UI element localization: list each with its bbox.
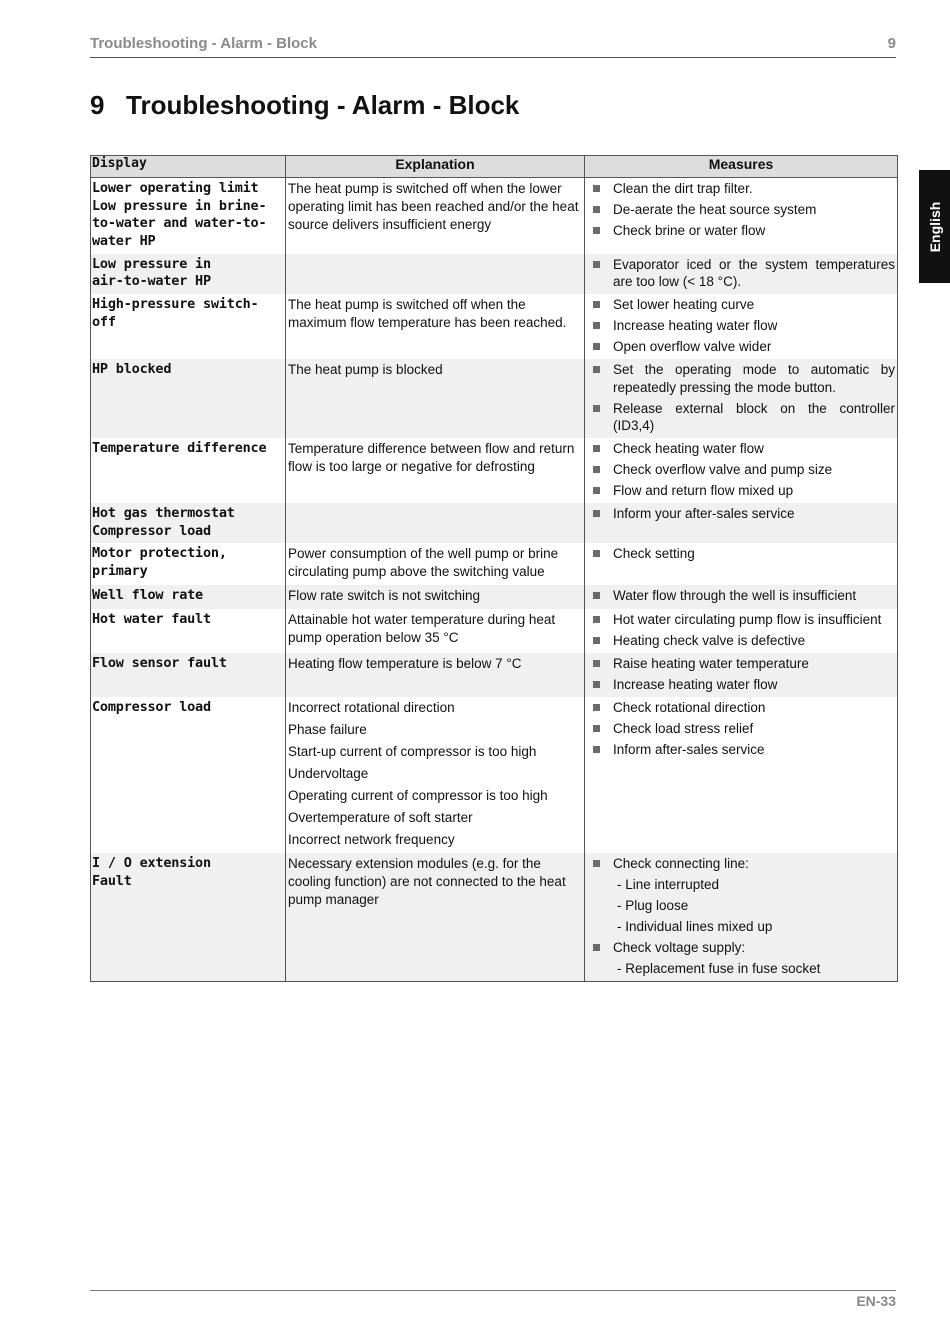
display-cell <box>91 438 286 503</box>
explanation-cell <box>286 653 585 697</box>
measure-subitem <box>591 897 895 915</box>
measures-cell <box>585 609 898 653</box>
measures-cell <box>585 359 898 438</box>
measure-text: Check overflow valve and pump size <box>613 462 833 477</box>
explanation-text: Temperature difference between flow and return flow is too large or negative for defrosting <box>288 441 575 474</box>
display-cell <box>91 359 286 438</box>
measure-text: Check heating water flow <box>613 441 764 456</box>
measure-item <box>591 611 895 629</box>
square-bullet-icon <box>593 681 600 688</box>
measures-cell <box>585 178 898 254</box>
square-bullet-icon <box>593 487 600 494</box>
display-text-line: Low pressure in brine- <box>92 197 267 214</box>
explanation-text: Overtemperature of soft starter <box>288 810 473 825</box>
display-text-line: Compressor load <box>92 699 211 715</box>
measure-text: Increase heating water flow <box>613 318 778 333</box>
square-bullet-icon <box>593 510 600 517</box>
display-text-line: Hot gas thermostat <box>92 505 235 521</box>
chapter-title <box>90 90 519 121</box>
display-cell <box>91 178 286 254</box>
square-bullet-icon <box>593 261 600 268</box>
measures-cell <box>585 543 898 585</box>
explanation-text: Incorrect network frequency <box>288 832 455 847</box>
chapter-number: 9 <box>90 90 105 120</box>
table-row <box>91 294 898 359</box>
square-bullet-icon <box>593 592 600 599</box>
square-bullet-icon <box>593 550 600 557</box>
measure-subitem <box>591 918 895 936</box>
measure-item <box>591 400 895 435</box>
measures-cell <box>585 853 898 982</box>
table-row <box>91 503 898 543</box>
table-row <box>91 609 898 653</box>
table-row <box>91 585 898 609</box>
explanation-cell <box>286 359 585 438</box>
explanation-text: Operating current of compressor is too high <box>288 788 548 803</box>
display-text-line: Flow sensor fault <box>92 655 227 671</box>
explanation-text: Incorrect rotational direction <box>288 700 455 715</box>
language-tab-label: English <box>926 201 943 252</box>
measure-text: Check rotational direction <box>613 700 766 715</box>
running-header-page-number: 9 <box>887 35 896 52</box>
explanation-text: Power consumption of the well pump or brine circulating pump above the switching value <box>288 546 559 579</box>
square-bullet-icon <box>593 466 600 473</box>
display-text-line: air-to-water HP <box>92 273 211 289</box>
measure-text: Clean the dirt trap filter. <box>613 181 753 196</box>
explanation-cell <box>286 543 585 585</box>
measure-text: Release external block on the controller (ID3,4) <box>613 400 895 433</box>
square-bullet-icon <box>593 185 600 192</box>
measure-item <box>591 222 895 240</box>
table-row <box>91 697 898 853</box>
explanation-cell <box>286 609 585 653</box>
measure-text: - Plug loose <box>617 898 689 913</box>
measures-cell <box>585 294 898 359</box>
measure-text: Inform after-sales service <box>613 742 765 757</box>
measure-subitem <box>591 876 895 894</box>
language-tab <box>919 170 950 283</box>
measures-cell <box>585 697 898 853</box>
measure-text: Evaporator iced or the system temperatures are too low (< 18 °C). <box>613 256 895 289</box>
display-cell <box>91 609 286 653</box>
display-cell <box>91 543 286 585</box>
measure-text: Raise heating water temperature <box>613 656 809 671</box>
measures-cell <box>585 503 898 543</box>
troubleshooting-table <box>90 155 898 982</box>
explanation-cell <box>286 178 585 254</box>
measure-text: Check setting <box>613 546 695 561</box>
square-bullet-icon <box>593 206 600 213</box>
display-cell <box>91 294 286 359</box>
running-header-title: Troubleshooting - Alarm - Block <box>90 35 317 52</box>
square-bullet-icon <box>593 725 600 732</box>
measure-item <box>591 855 895 873</box>
measure-item <box>591 180 895 198</box>
measure-item <box>591 505 895 523</box>
measure-item <box>591 296 895 314</box>
display-text-line: primary <box>92 562 148 579</box>
display-cell <box>91 503 286 543</box>
display-cell <box>91 585 286 609</box>
display-text-line: Well flow rate <box>92 587 203 603</box>
measure-item <box>591 939 895 957</box>
table-row <box>91 438 898 503</box>
display-cell <box>91 653 286 697</box>
square-bullet-icon <box>593 944 600 951</box>
explanation-text: Start-up current of compressor is too high <box>288 744 537 759</box>
display-text-line: Lower operating limit <box>92 180 259 196</box>
footer-page-label: EN-33 <box>856 1293 896 1309</box>
running-header <box>90 33 896 58</box>
square-bullet-icon <box>593 343 600 350</box>
explanation-cell <box>286 254 585 295</box>
measure-item <box>591 587 895 605</box>
measure-text: Check brine or water flow <box>613 223 766 238</box>
measure-item <box>591 482 895 500</box>
square-bullet-icon <box>593 405 600 412</box>
measure-text: Hot water circulating pump flow is insufficient <box>613 612 882 627</box>
square-bullet-icon <box>593 227 600 234</box>
measure-item <box>591 440 895 458</box>
table-row <box>91 853 898 982</box>
measure-item <box>591 317 895 335</box>
measure-text: Heating check valve is defective <box>613 633 806 648</box>
measure-text: Set the operating mode to automatic by repeatedly pressing the mode button. <box>613 362 895 395</box>
measure-item <box>591 676 895 694</box>
explanation-text: Heating flow temperature is below 7 °C <box>288 656 522 671</box>
square-bullet-icon <box>593 366 600 373</box>
measure-item <box>591 699 895 717</box>
measure-text: - Line interrupted <box>617 877 720 892</box>
display-cell <box>91 697 286 853</box>
measure-item <box>591 461 895 479</box>
display-text-line: HP blocked <box>92 361 172 377</box>
measure-text: Check load stress relief <box>613 721 754 736</box>
measure-subitem <box>591 960 895 978</box>
table-row <box>91 254 898 295</box>
square-bullet-icon <box>593 322 600 329</box>
measure-item <box>591 201 895 219</box>
measure-item <box>591 632 895 650</box>
table-row <box>91 653 898 697</box>
measures-cell <box>585 438 898 503</box>
measure-text: Flow and return flow mixed up <box>613 483 794 498</box>
measure-item <box>591 720 895 738</box>
explanation-cell <box>286 697 585 853</box>
explanation-cell <box>286 438 585 503</box>
measure-text: Check connecting line: <box>613 856 749 871</box>
display-text-line: I / O extension <box>92 855 211 871</box>
explanation-text: The heat pump is switched off when the maximum flow temperature has been reached. <box>288 297 567 330</box>
page-footer <box>90 1290 896 1309</box>
display-cell <box>91 254 286 295</box>
measure-text: - Replacement fuse in fuse socket <box>617 961 821 976</box>
measures-cell <box>585 653 898 697</box>
explanation-cell <box>286 294 585 359</box>
explanation-text: Phase failure <box>288 722 367 737</box>
measures-cell <box>585 254 898 295</box>
display-text-line: Temperature difference <box>92 440 267 456</box>
display-text-line: to-water and water-to- <box>92 215 267 231</box>
explanation-text: Flow rate switch is not switching <box>288 588 481 603</box>
square-bullet-icon <box>593 616 600 623</box>
display-text-line: Low pressure in <box>92 255 211 272</box>
explanation-text: Necessary extension modules (e.g. for the cooling function) are not connected to the heat pump manager <box>288 856 566 907</box>
display-text-line: Hot water fault <box>92 611 211 627</box>
measures-cell <box>585 585 898 609</box>
display-text-line: High-pressure switch- <box>92 296 259 312</box>
explanation-cell <box>286 853 585 982</box>
display-text-line: Fault <box>92 872 132 889</box>
table-row <box>91 178 898 254</box>
measure-item <box>591 256 895 291</box>
measure-text: Open overflow valve wider <box>613 339 772 354</box>
square-bullet-icon <box>593 301 600 308</box>
measure-item <box>591 338 895 356</box>
explanation-text: The heat pump is switched off when the lower operating limit has been reached and/or the heat source delivers insufficient energy <box>288 181 579 232</box>
display-text-line: water HP <box>92 232 156 249</box>
square-bullet-icon <box>593 637 600 644</box>
table-row <box>91 359 898 438</box>
square-bullet-icon <box>593 860 600 867</box>
column-header-measures: Measures <box>585 156 898 178</box>
measure-text: Increase heating water flow <box>613 677 778 692</box>
measure-text: Water flow through the well is insufficient <box>613 588 857 603</box>
display-cell <box>91 853 286 982</box>
explanation-text: Attainable hot water temperature during heat pump operation below 35 °C <box>288 612 556 645</box>
square-bullet-icon <box>593 746 600 753</box>
square-bullet-icon <box>593 704 600 711</box>
measure-item <box>591 741 895 759</box>
table-row <box>91 543 898 585</box>
column-header-display: Display <box>91 156 286 178</box>
measure-text: Check voltage supply: <box>613 940 746 955</box>
measure-text: De-aerate the heat source system <box>613 202 817 217</box>
measure-text: - Individual lines mixed up <box>617 919 773 934</box>
measure-item <box>591 545 895 563</box>
explanation-cell <box>286 503 585 543</box>
column-header-explanation: Explanation <box>286 156 585 178</box>
table-header-row <box>91 156 898 178</box>
square-bullet-icon <box>593 445 600 452</box>
explanation-text: Undervoltage <box>288 766 369 781</box>
display-text-line: Compressor load <box>92 522 211 539</box>
chapter-title-text: Troubleshooting - Alarm - Block <box>126 90 520 120</box>
measure-text: Inform your after-sales service <box>613 506 795 521</box>
square-bullet-icon <box>593 660 600 667</box>
display-text-line: off <box>92 313 116 330</box>
measure-item <box>591 361 895 396</box>
explanation-text: The heat pump is blocked <box>288 362 443 377</box>
measure-item <box>591 655 895 673</box>
display-text-line: Motor protection, <box>92 545 227 561</box>
measure-text: Set lower heating curve <box>613 297 755 312</box>
explanation-cell <box>286 585 585 609</box>
